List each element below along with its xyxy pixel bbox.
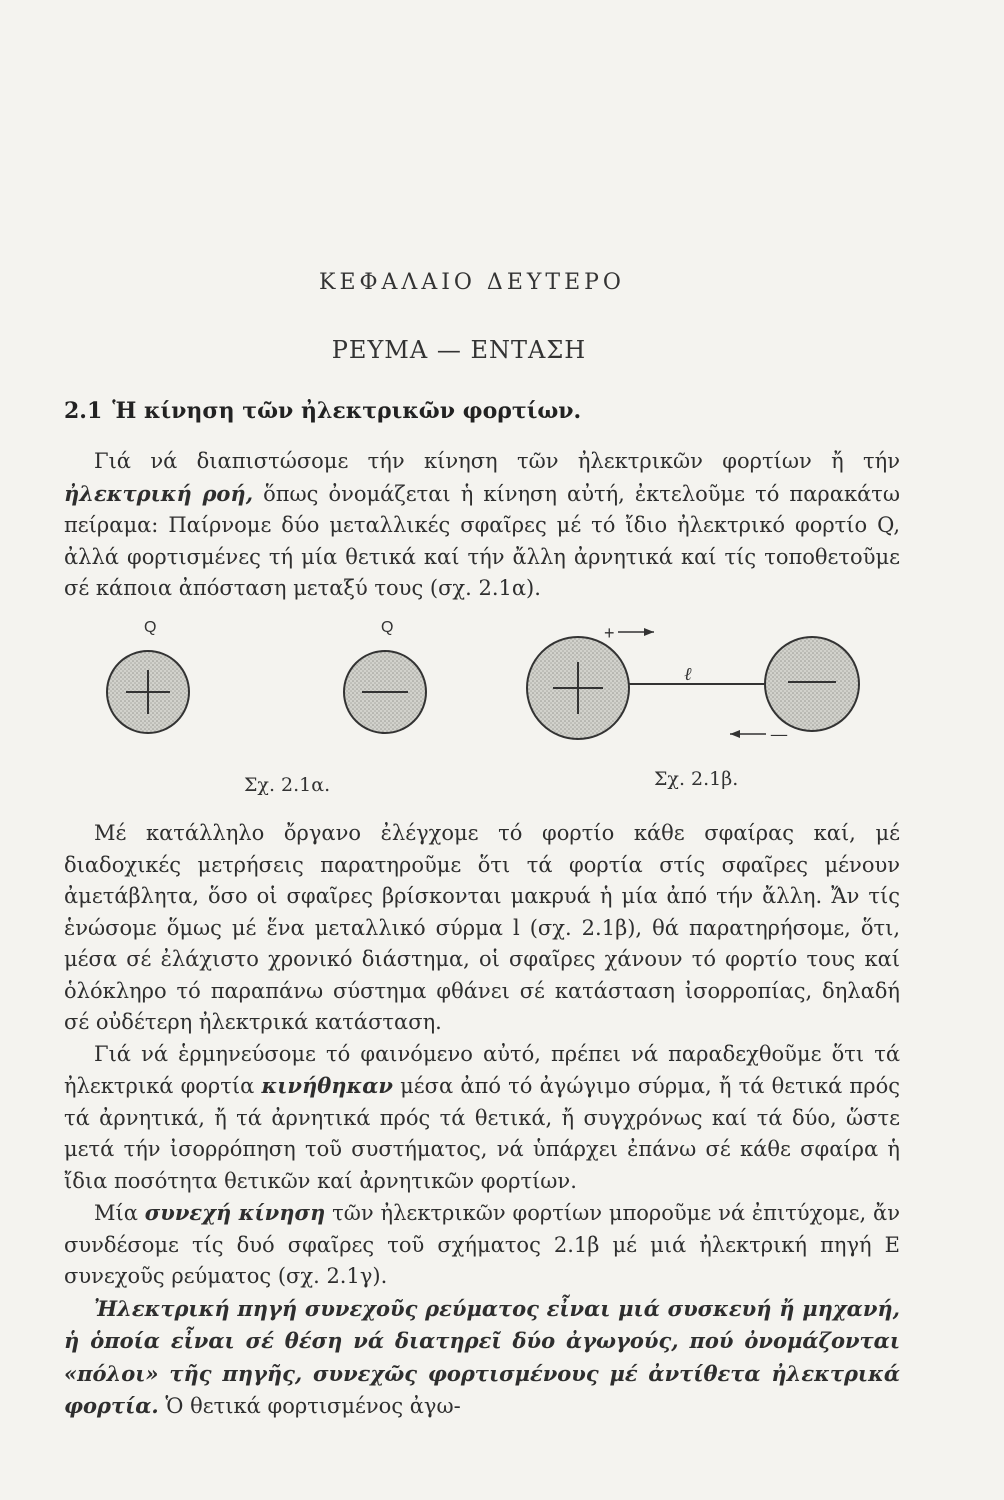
p3-text-a: Γιά νά ἑρμηνεύσομε τό φαινόμενο αὐτό, πρέπει νά παραδεχθοῦμε ὅτι τά ἠλεκτρικά φορτία xyxy=(64,1041,900,1098)
section-heading xyxy=(64,398,581,424)
paragraph-4 xyxy=(64,1197,900,1293)
figure-spheres xyxy=(0,600,1004,800)
p3-term: κινήθηκαν xyxy=(261,1073,393,1098)
chapter-subtitle: ΡΕΥΜΑ — ΕΝΤΑΣΗ xyxy=(331,336,587,364)
negative-sphere-a xyxy=(344,651,426,733)
negative-sphere-b xyxy=(765,637,859,731)
positive-sphere-b xyxy=(527,637,629,739)
p4-term: συνεχή κίνηση xyxy=(144,1200,326,1225)
p5-definition: Ἠλεκτρική πηγή συνεχοῦς ρεύματος εἶναι μιά συσκευή ἤ μηχανή, ἡ ὁποία εἶναι σέ θέση νά διατηρεῖ δύο ἀγωγούς, πού ὀνομάζονται «πόλοι» τῆς πηγῆς, συνεχῶς φορτισμένους μέ ἀντίθετα ἠλεκτρικά φορτία. xyxy=(64,1295,900,1418)
paragraph-2: Μέ κατάλληλο ὄργανο ἐλέγχομε τό φορτίο κάθε σφαίρας καί, μέ διαδοχικές μετρήσεις παρατηροῦμε ὅτι τά φορτία στίς σφαῖρες μένουν ἀμετάβλητα, ὅσο οἱ σφαῖρες βρίσκονται μακρυά ἡ μία ἀπό τήν ἄλλη. Ἄν τίς ἑνώσομε ὅμως μέ ἕνα μεταλλικό σύρμα l (σχ. 2.1β), θά παρατηρήσομε, ὅτι, μέσα σέ ἐλάχιστο χρονικό διάστημα, οἱ σφαῖρες χάνουν τό φορτίο τους καί ὁλόκληρο τό παραπάνω σύστημα φθάνει σέ κατάσταση ἰσορροπίας, δηλαδή σέ οὐδέτερη ἠλεκτρικά κατάσταση. xyxy=(64,821,900,1034)
p4-text-a: Μία xyxy=(94,1201,145,1225)
label-q2: Q xyxy=(381,619,394,636)
p4-text-c: τῶν ἠλεκτρικῶν φορτίων μποροῦμε νά ἐπιτύχομε, ἄν συνδέσομε τίς δυό σφαῖρες τοῦ σχήματος 2.1β μέ μιά ἠλεκτρική πηγή Ε συνεχοῦς ρεύματος (σχ. 2.1γ). xyxy=(64,1201,900,1288)
intro-paragraph xyxy=(64,446,900,605)
p5-text-rest: Ὁ θετικά φορτισμένος ἀγω- xyxy=(158,1394,461,1418)
minus-arrow-label: — xyxy=(770,724,788,745)
wire-label: ℓ xyxy=(684,664,692,685)
body-paragraphs xyxy=(64,818,900,1423)
left-arrow-icon xyxy=(730,730,766,738)
intro-text-a: Γιά νά διαπιστώσομε τήν κίνηση τῶν ἠλεκτρικῶν φορτίων ἤ τήν xyxy=(94,449,900,473)
label-q1: Q xyxy=(144,619,157,636)
caption-2-1a: Σχ. 2.1α. xyxy=(244,774,331,796)
intro-text-c: ὅπως ὀνομάζεται ἡ κίνηση αὐτή, ἐκτελοῦμε τό παρακάτω πείραμα: Παίρνομε δύο μεταλλικές σφαῖρες μέ τό ἴδιο ἠλεκτρικό φορτίο Q, ἀλλά φορτισμένες τή μία θετικά καί τήν ἄλλη ἀρνητικά καί τίς τοποθετοῦμε σέ κάποια ἀπόσταση μεταξύ τους (σχ. 2.1α). xyxy=(64,481,900,600)
chapter-title: ΚΕΦΑΛΑΙΟ ΔΕΥΤΕΡΟ xyxy=(319,270,625,295)
section-title: Ἡ κίνηση τῶν ἠλεκτρικῶν φορτίων. xyxy=(112,398,582,424)
caption-2-1b: Σχ. 2.1β. xyxy=(654,768,739,790)
section-number: 2.1 xyxy=(64,398,103,424)
plus-arrow-label: + xyxy=(604,623,615,643)
positive-sphere-a xyxy=(107,651,189,733)
paragraph-3 xyxy=(64,1039,900,1198)
paragraph-5 xyxy=(64,1293,900,1423)
intro-term: ἠλεκτρική ροή, xyxy=(64,480,254,506)
right-arrow-icon xyxy=(618,628,654,636)
p3-text-c: μέσα ἀπό τό ἀγώγιμο σύρμα, ἤ τά θετικά πρός τά ἀρνητικά, ἤ τά ἀρνητικά πρός τά θετικά, ἤ συγχρόνως καί τά δύο, ὥστε μετά τήν ἰσορρόπηση τοῦ συστήματος, νά ὑπάρχει ἐπάνω σέ κάθε σφαίρα ἡ ἴδια ποσότητα θετικῶν καί ἀρνητικῶν φορτίων. xyxy=(64,1074,900,1193)
